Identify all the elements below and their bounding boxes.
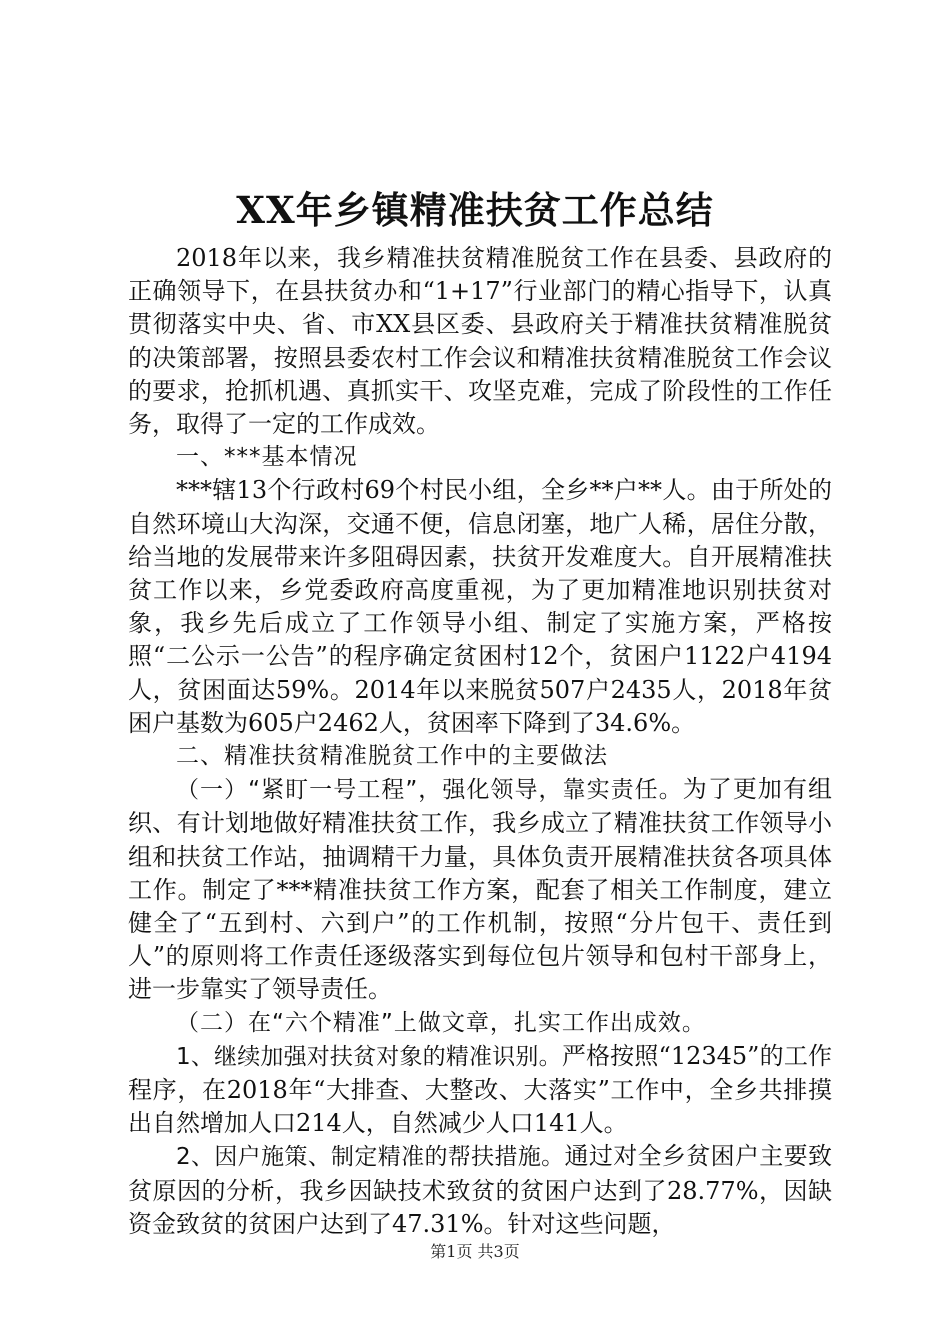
- page-number-footer: 第1页 共3页: [430, 1242, 520, 1261]
- paragraph-leadership-lead: （一）“紧盯一号工程”，强化领导，靠实责任。: [176, 777, 683, 804]
- paragraph-leadership: [128, 773, 832, 1006]
- paragraph-identification-lead: 1、继续加强对扶贫对象的精准识别。: [176, 1043, 562, 1070]
- paragraph-measures-lead: 2、因户施策、制定精准的帮扶措施。: [176, 1144, 565, 1171]
- paragraph-intro: 2018年以来，我乡精准扶贫精准脱贫工作在县委、县政府的正确领导下，在县扶贫办和“1+17”行业部门的精心指导下，认真贯彻落实中央、省、市XX县区委、县政府关于精准扶贫精准脱贫的决策部署，按照县委农村工作会议和精准扶贫精准脱贫工作会议的要求，抢抓机遇、真抓实干、攻坚克难，完成了阶段性的工作任务，取得了一定的工作成效。: [128, 244, 832, 439]
- paragraph-leadership-text: 为了更加有组织、有计划地做好精准扶贫工作，我乡成立了精准扶贫工作领导小组和扶贫工作站，抽调精干力量，具体负责开展精准扶贫各项具体工作。制定了***精准扶贫工作方案，配套了相关工作制度，建立健全了“五到村、六到户”的工作机制，按照“分片包干、责任到人”的原则将工作责任逐级落实到每位包片领导和包村干部身上，进一步靠实了领导责任。: [128, 775, 832, 1004]
- section-heading-basic-situation: 一、***基本情况: [176, 444, 358, 471]
- paragraph-basic-situation: ***辖13个行政村69个村民小组，全乡**户**人。由于所处的自然环境山大沟深，交通不便，信息闭塞，地广人稀，居住分散，给当地的发展带来许多阻碍因素，扶贫开发难度大。自开展精准扶贫工作以来，乡党委政府高度重视，为了更加精准地识别扶贫对象，我乡先后成立了工作领导小组、制定了实施方案，严格按照“二公示一公告”的程序确定贫困村12个，贫困户1122户4194人，贫困面达59%。2014年以来脱贫507户2435人，2018年贫困户基数为605户2462人，贫困率下降到了34.6%。: [128, 476, 832, 737]
- paragraph-identification-text: 严格按照“12345”的工作程序，在2018年“大排查、大整改、大落实”工作中，全乡共排摸出自然增加人口214人，自然减少人口141人。: [128, 1041, 833, 1138]
- subsection-heading-six-precise: （二）在“六个精准”上做文章，扎实工作出成效。: [176, 1009, 706, 1036]
- section-heading-main-practices: 二、精准扶贫精准脱贫工作中的主要做法: [176, 743, 608, 770]
- paragraph-measures: [128, 1140, 832, 1241]
- document-body: [128, 242, 832, 1241]
- document-title: XX年乡镇精准扶贫工作总结: [236, 188, 714, 232]
- paragraph-measures-text: 通过对全乡贫困户主要致贫原因的分析，我乡因缺技术致贫的贫困户达到了28.77%，因缺资金致贫的贫困户达到了47.31%。针对这些问题，: [128, 1142, 832, 1238]
- paragraph-identification: [128, 1040, 832, 1141]
